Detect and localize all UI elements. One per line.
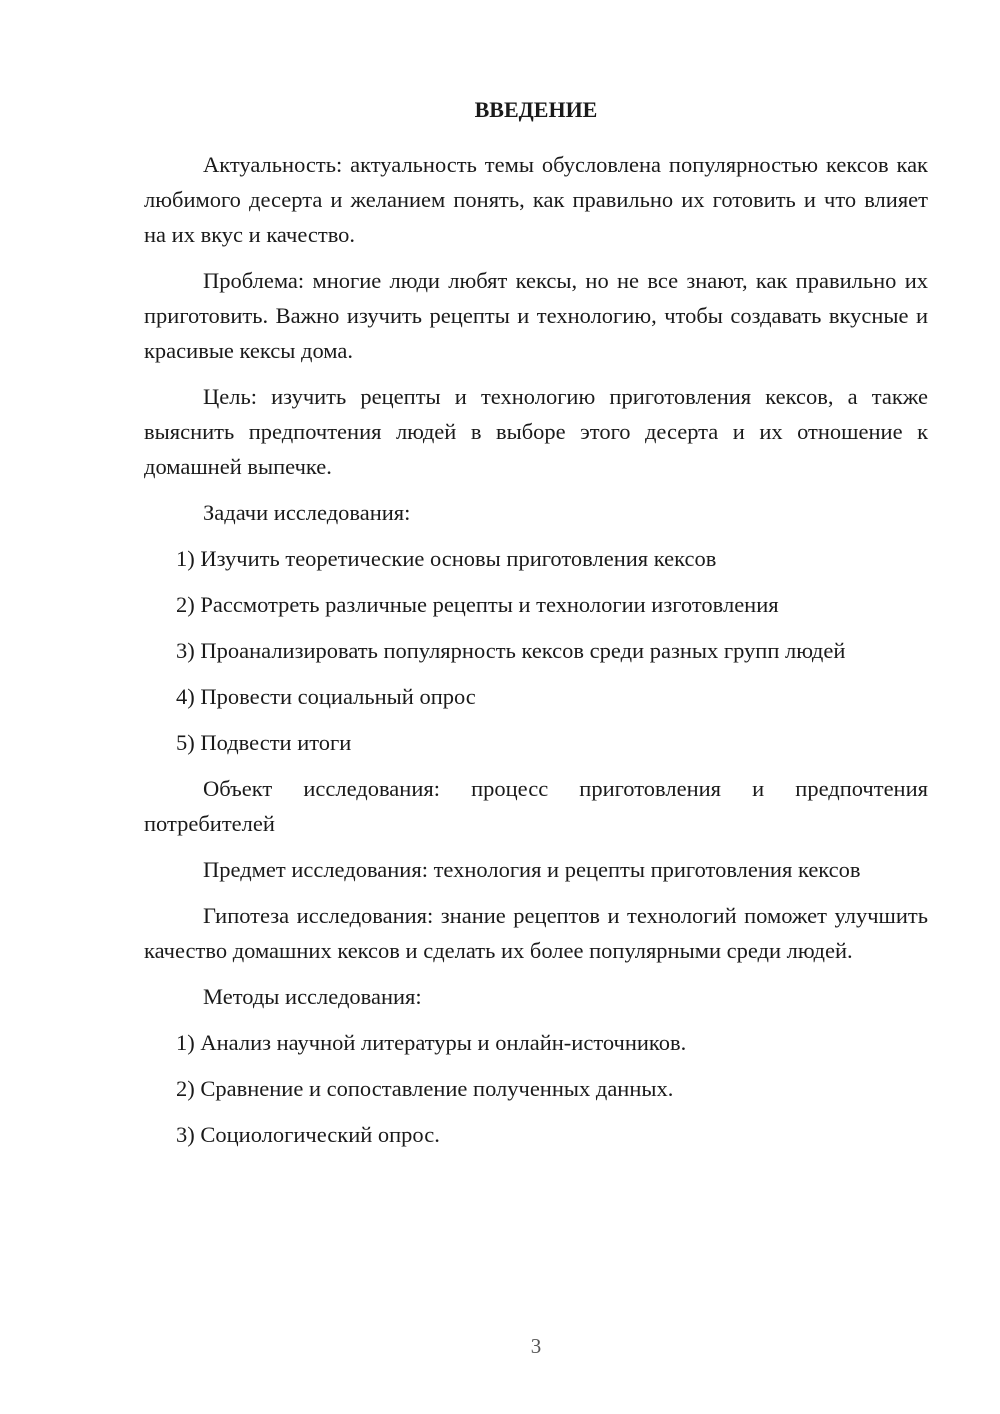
object-paragraph: Объект исследования: процесс приготовления и предпочтения потребителей (144, 776, 928, 836)
list-item: 3) Социологический опрос. (176, 1122, 440, 1147)
tasks-heading: Задачи исследования: (203, 500, 411, 525)
document-page (144, 92, 928, 1163)
list-item: 4) Провести социальный опрос (176, 684, 476, 709)
list-item: 3) Проанализировать популярность кексов среди разных групп людей (176, 638, 846, 663)
list-item: 5) Подвести итоги (176, 730, 352, 755)
list-item: 1) Анализ научной литературы и онлайн-источников. (176, 1030, 687, 1055)
list-item: 2) Сравнение и сопоставление полученных данных. (176, 1076, 674, 1101)
page-title: ВВЕДЕНИЕ (474, 97, 598, 122)
page-number: 3 (530, 1334, 542, 1358)
list-item: 1) Изучить теоретические основы приготовления кексов (176, 546, 717, 571)
methods-heading: Методы исследования: (203, 984, 422, 1009)
goal-paragraph: Цель: изучить рецепты и технологию приготовления кексов, а также выяснить предпочтения людей в выборе этого десерта и их отношение к домашней выпечке. (144, 384, 928, 479)
subject-paragraph: Предмет исследования: технология и рецепты приготовления кексов (203, 857, 861, 882)
hypothesis-paragraph: Гипотеза исследования: знание рецептов и технологий поможет улучшить качество домашних кексов и сделать их более популярными среди людей. (144, 903, 928, 963)
relevance-paragraph: Актуальность: актуальность темы обусловлена популярностью кексов как любимого десерта и желанием понять, как правильно их готовить и что влияет на их вкус и качество. (144, 152, 928, 247)
methods-list (144, 1025, 928, 1152)
problem-paragraph: Проблема: многие люди любят кексы, но не все знают, как правильно их приготовить. Важно изучить рецепты и технологию, чтобы создавать вкусные и красивые кексы дома. (144, 268, 928, 363)
list-item: 2) Рассмотреть различные рецепты и технологии изготовления (176, 592, 779, 617)
tasks-list (144, 541, 928, 760)
